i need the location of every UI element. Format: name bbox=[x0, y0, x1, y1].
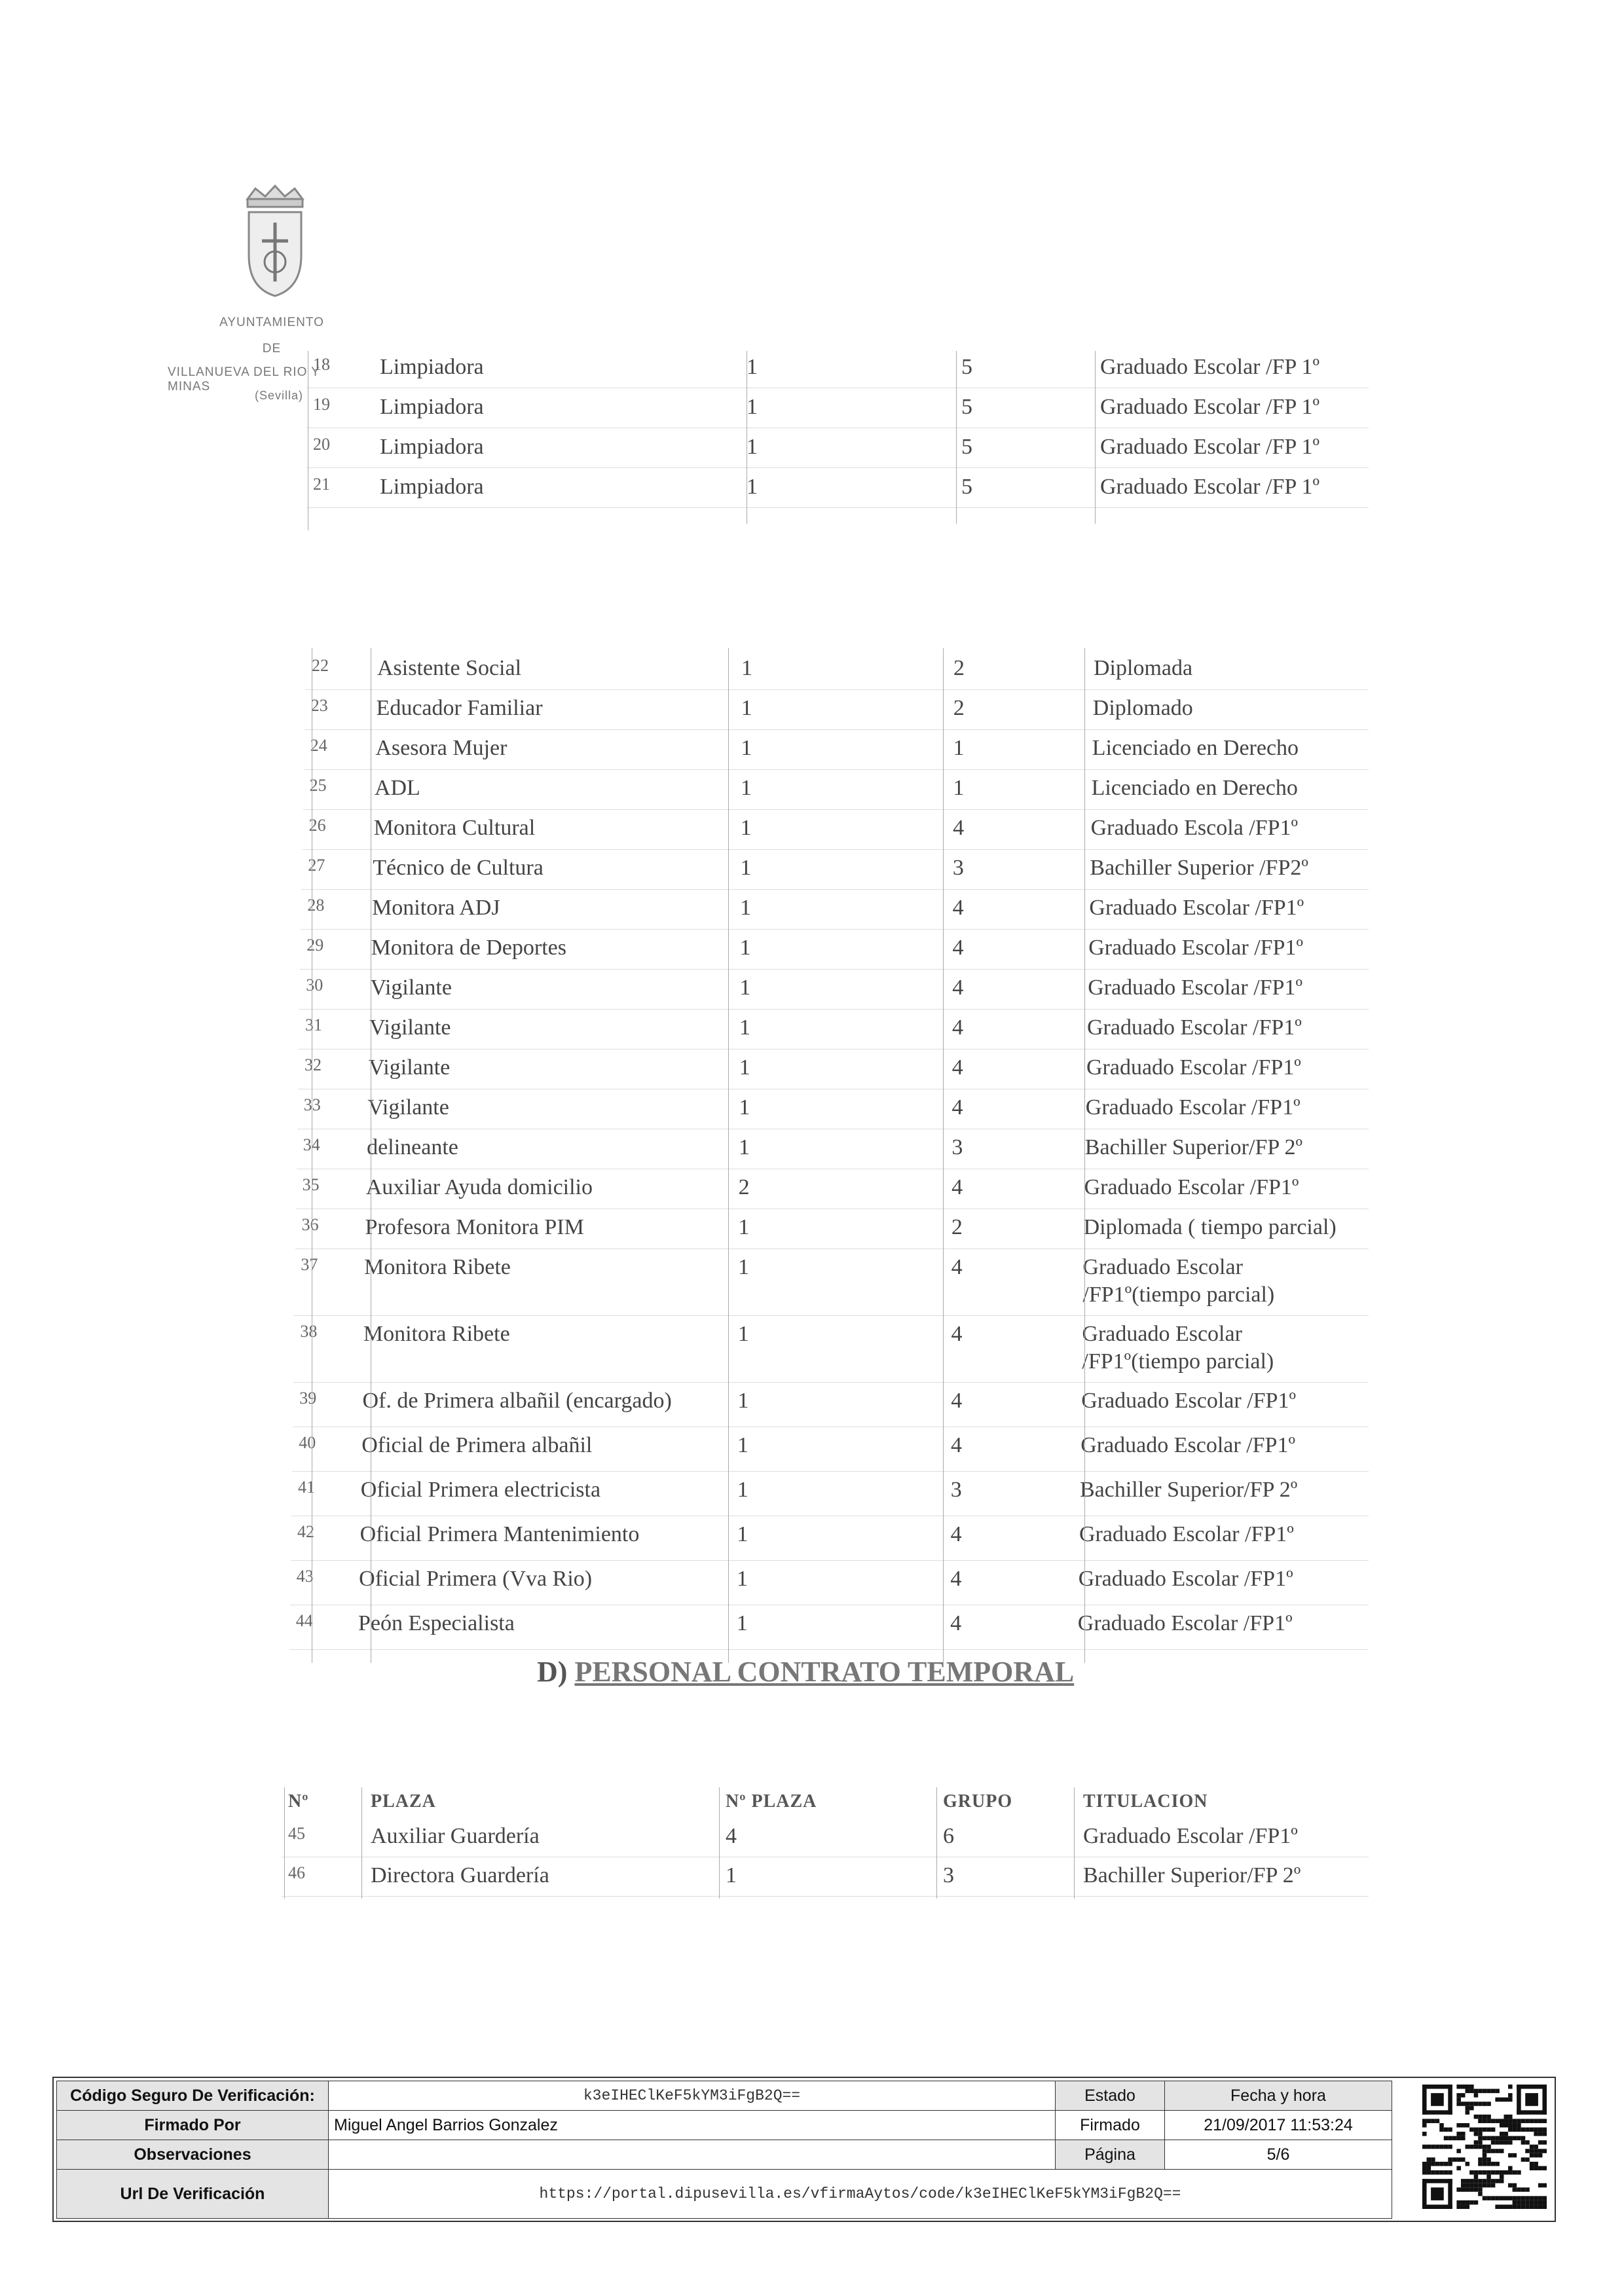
row-grupo: 3 bbox=[943, 1863, 954, 1887]
row-plaza: Monitora ADJ bbox=[372, 896, 500, 920]
estado-value: Firmado bbox=[1056, 2111, 1165, 2140]
table-row bbox=[0, 692, 1624, 732]
row-grupo: 1 bbox=[953, 736, 965, 760]
row-grupo: 4 bbox=[950, 1522, 962, 1546]
table-row bbox=[0, 1820, 1624, 1859]
row-divider bbox=[304, 769, 1369, 770]
row-number: 30 bbox=[306, 975, 323, 994]
row-plaza: Oficial Primera (Vva Rio) bbox=[359, 1567, 593, 1591]
row-divider bbox=[295, 1248, 1369, 1249]
row-grupo: 3 bbox=[952, 856, 964, 880]
row-plaza: Limpiadora bbox=[380, 355, 484, 379]
observaciones-label: Observaciones bbox=[57, 2140, 329, 2170]
row-titulacion: Graduado Escolar /FP 1º bbox=[1100, 355, 1320, 379]
row-divider bbox=[289, 1649, 1369, 1650]
row-titulacion: Diplomada ( tiempo parcial) bbox=[1083, 1215, 1337, 1239]
row-plaza: Oficial Primera Mantenimiento bbox=[360, 1522, 640, 1546]
row-divider bbox=[303, 849, 1369, 850]
table-row bbox=[0, 1171, 1624, 1211]
row-count: 1 bbox=[737, 1522, 748, 1546]
row-number: 24 bbox=[310, 736, 327, 755]
row-titulacion-line2: /FP1º(tiempo parcial) bbox=[1082, 1349, 1274, 1374]
row-count: 1 bbox=[737, 1322, 749, 1346]
table-row bbox=[0, 1131, 1624, 1171]
table-row bbox=[0, 1563, 1624, 1607]
row-plaza: Monitora Cultural bbox=[373, 816, 536, 840]
row-number: 41 bbox=[298, 1478, 315, 1497]
row-grupo: 4 bbox=[952, 936, 964, 960]
table-row bbox=[0, 852, 1624, 892]
row-titulacion: Graduado Escolar /FP1º bbox=[1089, 896, 1304, 920]
row-count: 1 bbox=[739, 1015, 750, 1040]
row-plaza: Limpiadora bbox=[380, 395, 484, 419]
row-count: 1 bbox=[747, 475, 758, 499]
row-titulacion: Bachiller Superior/FP 2º bbox=[1083, 1863, 1301, 1887]
row-divider bbox=[282, 1896, 1369, 1897]
row-plaza: Asesora Mujer bbox=[375, 736, 507, 760]
row-count: 1 bbox=[737, 1567, 748, 1591]
row-divider bbox=[294, 1315, 1369, 1316]
column-rule bbox=[719, 1787, 720, 1899]
row-titulacion: Graduado Escolar /FP1º bbox=[1080, 1433, 1296, 1457]
row-plaza: Auxiliar Ayuda domicilio bbox=[365, 1175, 593, 1199]
row-titulacion: Graduado Escolar /FP1º bbox=[1078, 1567, 1293, 1591]
row-titulacion: Graduado Escolar /FP1º bbox=[1081, 1389, 1297, 1413]
row-number: 44 bbox=[295, 1611, 313, 1630]
row-plaza: delineante bbox=[367, 1135, 458, 1159]
pagina-label: Página bbox=[1056, 2140, 1165, 2170]
row-number: 26 bbox=[308, 816, 326, 835]
table-row bbox=[0, 1091, 1624, 1131]
row-count: 1 bbox=[726, 1863, 737, 1887]
row-plaza: Monitora de Deportes bbox=[371, 936, 566, 960]
table-row bbox=[0, 1318, 1624, 1385]
table-row bbox=[0, 1859, 1624, 1899]
row-number: 37 bbox=[301, 1255, 318, 1274]
row-grupo: 4 bbox=[952, 896, 964, 920]
section-d-title bbox=[537, 1655, 1074, 1688]
row-titulacion: Bachiller Superior/FP 2º bbox=[1084, 1135, 1303, 1159]
row-number: 25 bbox=[309, 776, 327, 795]
header-plaza: PLAZA bbox=[371, 1791, 436, 1812]
table-row bbox=[0, 1011, 1624, 1051]
row-titulacion: Bachiller Superior /FP2º bbox=[1090, 856, 1308, 880]
firmado-por-label: Firmado Por bbox=[57, 2111, 329, 2140]
row-grupo: 5 bbox=[961, 475, 972, 499]
row-number: 40 bbox=[299, 1433, 316, 1452]
table-row bbox=[0, 1429, 1624, 1474]
row-count: 1 bbox=[741, 696, 752, 720]
row-titulacion: Graduado Escolar /FP1º bbox=[1079, 1522, 1294, 1546]
csv-label: Código Seguro De Verificación: bbox=[57, 2081, 329, 2111]
row-grupo: 4 bbox=[951, 1095, 963, 1120]
column-rule bbox=[728, 648, 729, 1663]
row-grupo: 1 bbox=[953, 776, 965, 800]
table-row bbox=[0, 1211, 1624, 1251]
table-row bbox=[0, 431, 1624, 470]
column-rule bbox=[943, 648, 944, 1663]
estado-label: Estado bbox=[1056, 2081, 1165, 2111]
row-divider bbox=[301, 929, 1369, 930]
row-count: 1 bbox=[737, 1389, 749, 1413]
row-plaza: Profesora Monitora PIM bbox=[365, 1215, 584, 1239]
row-number: 22 bbox=[312, 656, 329, 675]
row-count: 1 bbox=[740, 896, 752, 920]
table-row bbox=[0, 932, 1624, 972]
row-divider bbox=[303, 809, 1369, 810]
row-count: 1 bbox=[739, 1135, 750, 1159]
column-rule bbox=[1074, 1787, 1075, 1899]
column-rule bbox=[361, 1787, 362, 1899]
column-rule bbox=[1095, 351, 1096, 524]
municipality-line-3: VILLANUEVA DEL RIO Y MINAS bbox=[168, 365, 320, 393]
row-titulacion: Bachiller Superior/FP 2º bbox=[1080, 1478, 1298, 1502]
header-count: Nº PLAZA bbox=[726, 1791, 817, 1812]
table-row bbox=[0, 972, 1624, 1011]
row-divider bbox=[293, 1382, 1369, 1383]
row-plaza: Directora Guardería bbox=[371, 1863, 549, 1887]
row-count: 1 bbox=[738, 1215, 750, 1239]
row-count: 1 bbox=[740, 776, 752, 800]
row-grupo: 4 bbox=[951, 1055, 963, 1080]
header-grupo: GRUPO bbox=[943, 1791, 1013, 1812]
column-rule bbox=[936, 1787, 937, 1899]
qr-code-icon bbox=[1422, 2085, 1547, 2209]
row-grupo: 3 bbox=[950, 1478, 962, 1502]
column-rule bbox=[1084, 648, 1085, 1663]
row-plaza: Auxiliar Guardería bbox=[371, 1824, 540, 1848]
coat-of-arms-icon bbox=[236, 183, 314, 301]
row-plaza: ADL bbox=[374, 776, 420, 800]
row-grupo: 5 bbox=[961, 355, 972, 379]
table-row bbox=[0, 471, 1624, 510]
row-divider bbox=[304, 729, 1369, 730]
row-grupo: 4 bbox=[950, 1611, 962, 1635]
row-plaza: Monitora Ribete bbox=[364, 1255, 511, 1279]
table-row bbox=[0, 892, 1624, 932]
row-count: 1 bbox=[740, 816, 752, 840]
row-titulacion: Graduado Escolar /FP 1º bbox=[1100, 435, 1320, 459]
row-number: 42 bbox=[297, 1522, 314, 1541]
row-divider bbox=[300, 969, 1369, 970]
row-count: 1 bbox=[738, 1255, 750, 1279]
row-grupo: 6 bbox=[943, 1824, 954, 1848]
row-number: 43 bbox=[296, 1567, 314, 1586]
row-number: 39 bbox=[299, 1389, 317, 1408]
row-plaza: Técnico de Cultura bbox=[373, 856, 544, 880]
row-count: 1 bbox=[739, 975, 751, 1000]
column-rule bbox=[956, 351, 957, 524]
row-number: 32 bbox=[304, 1055, 322, 1074]
row-plaza: Vigilante bbox=[370, 975, 452, 1000]
table-row bbox=[0, 732, 1624, 772]
row-titulacion: Graduado Escolar /FP1º bbox=[1077, 1611, 1293, 1635]
row-count: 1 bbox=[737, 1433, 749, 1457]
fecha-value: 21/09/2017 11:53:24 bbox=[1165, 2111, 1392, 2140]
table-row bbox=[0, 812, 1624, 852]
url-value[interactable]: https://portal.dipusevilla.es/vfirmaAytos/code/k3eIHEClKeF5kYM3iFgB2Q== bbox=[329, 2170, 1392, 2219]
row-number: 21 bbox=[313, 475, 330, 494]
row-count: 1 bbox=[747, 435, 758, 459]
row-grupo: 3 bbox=[951, 1135, 963, 1159]
csv-value: k3eIHEClKeF5kYM3iFgB2Q== bbox=[329, 2081, 1056, 2111]
row-count: 1 bbox=[740, 856, 752, 880]
row-grupo: 2 bbox=[953, 696, 965, 720]
row-divider bbox=[306, 467, 1369, 468]
pagina-value: 5/6 bbox=[1165, 2140, 1392, 2170]
row-number: 20 bbox=[313, 435, 330, 454]
row-divider bbox=[291, 1560, 1369, 1561]
row-count: 1 bbox=[741, 736, 752, 760]
verification-footer bbox=[52, 2077, 1556, 2222]
row-titulacion: Graduado Escolar /FP1º bbox=[1088, 975, 1303, 1000]
row-titulacion: Diplomado bbox=[1092, 696, 1193, 720]
row-grupo: 2 bbox=[951, 1215, 963, 1239]
row-number: 19 bbox=[313, 395, 330, 414]
row-grupo: 5 bbox=[961, 395, 972, 419]
row-plaza: Vigilante bbox=[368, 1055, 451, 1080]
row-plaza: Oficial de Primera albañil bbox=[361, 1433, 593, 1457]
table-row bbox=[0, 391, 1624, 430]
row-grupo: 4 bbox=[951, 1433, 963, 1457]
row-number: 31 bbox=[305, 1015, 322, 1034]
row-number: 34 bbox=[303, 1135, 320, 1154]
table-row bbox=[0, 1051, 1624, 1091]
row-divider bbox=[299, 1009, 1369, 1010]
row-count: 1 bbox=[739, 1055, 750, 1080]
section-d-letter: D) bbox=[537, 1656, 568, 1688]
section-d-heading: PERSONAL CONTRATO TEMPORAL bbox=[574, 1656, 1075, 1688]
row-divider bbox=[292, 1471, 1369, 1472]
table-row bbox=[0, 1251, 1624, 1318]
row-plaza: Peón Especialista bbox=[358, 1611, 515, 1635]
row-grupo: 5 bbox=[961, 435, 972, 459]
row-number: 27 bbox=[308, 856, 325, 875]
table-row bbox=[0, 1607, 1624, 1652]
row-grupo: 4 bbox=[951, 1322, 963, 1346]
row-plaza: Vigilante bbox=[367, 1095, 449, 1120]
row-titulacion: Graduado Escolar bbox=[1082, 1322, 1242, 1346]
row-titulacion: Diplomada bbox=[1094, 656, 1193, 680]
row-number: 29 bbox=[306, 936, 324, 955]
row-plaza: Oficial Primera electricista bbox=[360, 1478, 601, 1502]
row-titulacion: Graduado Escolar bbox=[1082, 1255, 1243, 1279]
verification-table bbox=[56, 2081, 1392, 2219]
municipality-line-2: DE bbox=[262, 342, 282, 355]
row-plaza: Limpiadora bbox=[380, 475, 484, 499]
row-grupo: 2 bbox=[953, 656, 965, 680]
row-number: 38 bbox=[300, 1322, 318, 1341]
row-divider bbox=[306, 507, 1369, 508]
row-grupo: 4 bbox=[952, 975, 964, 1000]
row-divider bbox=[301, 889, 1369, 890]
observaciones-value bbox=[329, 2140, 1056, 2170]
row-titulacion: Graduado Escolar /FP1º bbox=[1088, 936, 1304, 960]
header-n: Nº bbox=[288, 1791, 309, 1812]
row-number: 28 bbox=[307, 896, 325, 915]
row-count: 1 bbox=[747, 395, 758, 419]
row-titulacion: Licenciado en Derecho bbox=[1091, 776, 1298, 800]
table-row bbox=[0, 652, 1624, 692]
row-plaza: Monitora Ribete bbox=[363, 1322, 510, 1346]
row-count: 2 bbox=[738, 1175, 750, 1199]
table-row bbox=[0, 1518, 1624, 1563]
row-number: 46 bbox=[288, 1863, 305, 1882]
row-number: 45 bbox=[288, 1824, 305, 1843]
table-row bbox=[0, 351, 1624, 390]
row-grupo: 4 bbox=[951, 1255, 963, 1279]
row-count: 4 bbox=[726, 1824, 737, 1848]
row-titulacion: Graduado Escola /FP1º bbox=[1090, 816, 1299, 840]
row-number: 35 bbox=[302, 1175, 320, 1194]
row-titulacion: Graduado Escolar /FP1º bbox=[1086, 1055, 1301, 1080]
row-titulacion-line2: /FP1º(tiempo parcial) bbox=[1082, 1283, 1275, 1307]
row-titulacion: Graduado Escolar /FP1º bbox=[1084, 1175, 1299, 1199]
row-count: 1 bbox=[736, 1611, 748, 1635]
row-titulacion: Licenciado en Derecho bbox=[1092, 736, 1299, 760]
municipality-line-4: (Sevilla) bbox=[254, 389, 303, 402]
column-rule bbox=[284, 1787, 285, 1899]
header-titulacion: TITULACION bbox=[1083, 1791, 1208, 1812]
row-count: 1 bbox=[741, 656, 752, 680]
row-plaza: Educador Familiar bbox=[376, 696, 543, 720]
fecha-label: Fecha y hora bbox=[1165, 2081, 1392, 2111]
row-count: 1 bbox=[737, 1478, 748, 1502]
row-titulacion: Graduado Escolar /FP1º bbox=[1085, 1095, 1301, 1120]
row-number: 18 bbox=[313, 355, 330, 374]
row-grupo: 4 bbox=[951, 1389, 963, 1413]
municipality-line-1: AYUNTAMIENTO bbox=[219, 316, 324, 329]
row-titulacion: Graduado Escolar /FP 1º bbox=[1100, 475, 1320, 499]
row-number: 23 bbox=[310, 696, 328, 715]
row-count: 1 bbox=[739, 936, 751, 960]
row-titulacion: Graduado Escolar /FP1º bbox=[1083, 1824, 1298, 1848]
row-number: 33 bbox=[303, 1095, 321, 1114]
row-grupo: 4 bbox=[951, 1175, 963, 1199]
row-number: 36 bbox=[301, 1215, 319, 1234]
row-grupo: 4 bbox=[953, 816, 965, 840]
url-label: Url De Verificación bbox=[57, 2170, 329, 2219]
row-plaza: Limpiadora bbox=[380, 435, 484, 459]
row-count: 1 bbox=[747, 355, 758, 379]
table-row bbox=[0, 1385, 1624, 1429]
row-titulacion: Graduado Escolar /FP1º bbox=[1087, 1015, 1302, 1040]
row-plaza: Asistente Social bbox=[377, 656, 522, 680]
table-row bbox=[0, 1474, 1624, 1518]
row-grupo: 4 bbox=[950, 1567, 962, 1591]
row-plaza: Of. de Primera albañil (encargado) bbox=[362, 1389, 672, 1413]
row-grupo: 4 bbox=[952, 1015, 963, 1040]
row-count: 1 bbox=[739, 1095, 750, 1120]
table-row bbox=[0, 772, 1624, 812]
row-divider bbox=[305, 689, 1369, 690]
row-titulacion: Graduado Escolar /FP 1º bbox=[1100, 395, 1320, 419]
row-plaza: Vigilante bbox=[369, 1015, 451, 1040]
firmado-por-value: Miguel Angel Barrios Gonzalez bbox=[329, 2111, 1056, 2140]
